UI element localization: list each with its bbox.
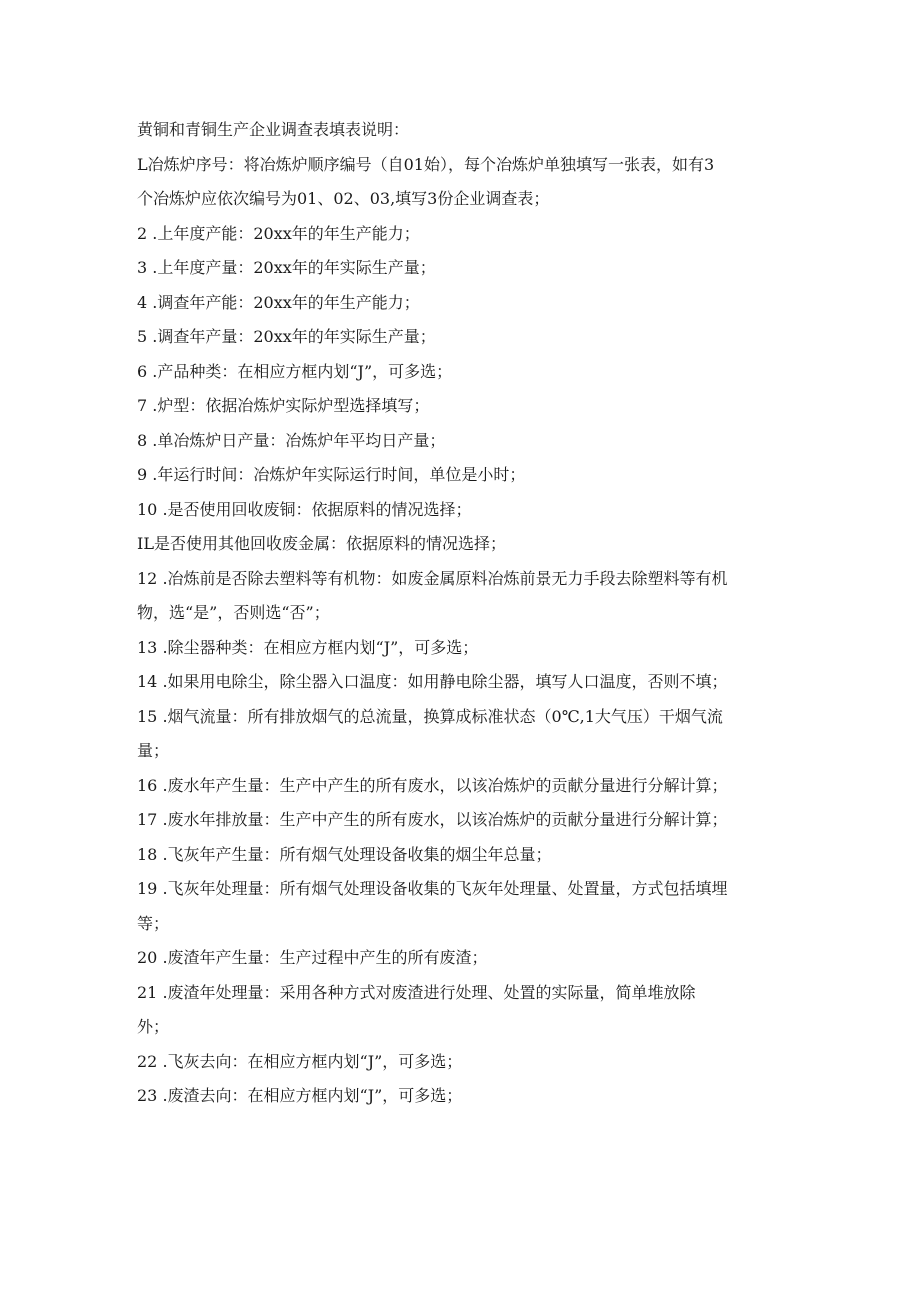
instruction-line: 10 .是否使用回收废铜：依据原料的情况选择； (137, 499, 472, 519)
instructions-body (137, 113, 837, 1114)
instruction-line: 个冶炼炉应依次编号为01、02、03,填写3份企业调查表； (137, 189, 550, 208)
instruction-line: 8 .单冶炼炉日产量：冶炼炉年平均日产量； (137, 430, 446, 450)
instruction-line: 18 .飞灰年产生量：所有烟气处理设备收集的烟尘年总量； (137, 844, 552, 864)
instruction-line: 3 .上年度产量：20xx年的年实际生产量； (137, 258, 436, 277)
instruction-line: 量； (137, 741, 170, 760)
instruction-line: 9 .年运行时间：冶炼炉年实际运行时间，单位是小时； (137, 465, 526, 484)
instruction-line: 4 .调查年产能：20xx年的年生产能力； (137, 292, 420, 312)
instruction-line: 6 .产品种类：在相应方框内划“J”，可多选； (137, 361, 453, 381)
instruction-line: 17 .废水年排放量：生产中产生的所有废水，以该冶炼炉的贡献分量进行分解计算； (137, 810, 728, 829)
instruction-line: 23 .废渣去向：在相应方框内划“J”，可多选； (137, 1086, 463, 1105)
instruction-line: 物，选“是”，否则选“否”； (137, 603, 330, 622)
instruction-line: 16 .废水年产生量：生产中产生的所有废水，以该冶炼炉的贡献分量进行分解计算； (137, 775, 728, 795)
document-title: 黄铜和青铜生产企业调查表填表说明： (137, 120, 410, 139)
instruction-line: 等； (137, 913, 170, 933)
instruction-line: L冶炼炉序号：将冶炼炉顺序编号（自01始），每个冶炼炉单独填写一张表，如有3 (137, 154, 715, 174)
instruction-line: 7 .炉型：依据冶炼炉实际炉型选择填写； (137, 396, 430, 415)
instruction-line: 21 .废渣年处理量：采用各种方式对废渣进行处理、处置的实际量，简单堆放除 (137, 982, 696, 1002)
instruction-line: 12 .冶炼前是否除去塑料等有机物：如废金属原料冶炼前景无力手段去除塑料等有机 (137, 568, 728, 588)
instruction-line: 22 .飞灰去向：在相应方框内划“J”，可多选； (137, 1051, 463, 1071)
instruction-line: 15 .烟气流量：所有排放烟气的总流量，换算成标准状态（0℃,1大气压）干烟气流 (137, 706, 723, 726)
instruction-line: 13 .除尘器种类：在相应方框内划“J”，可多选； (137, 637, 479, 657)
instruction-line: 5 .调查年产量：20xx年的年实际生产量； (137, 327, 436, 346)
instruction-line: 19 .飞灰年处理量：所有烟气处理设备收集的飞灰年处理量、处置量，方式包括填埋 (137, 879, 728, 898)
instruction-line: 2 .上年度产能：20xx年的年生产能力； (137, 223, 420, 243)
instruction-line: 外； (137, 1017, 170, 1036)
instruction-line: 14 .如果用电除尘，除尘器入口温度：如用静电除尘器，填写人口温度，否则不填； (137, 672, 728, 691)
instruction-line: 20 .废渣年产生量：生产过程中产生的所有废渣； (137, 948, 488, 967)
instruction-line: IL是否使用其他回收废金属：依据原料的情况选择； (137, 534, 506, 553)
